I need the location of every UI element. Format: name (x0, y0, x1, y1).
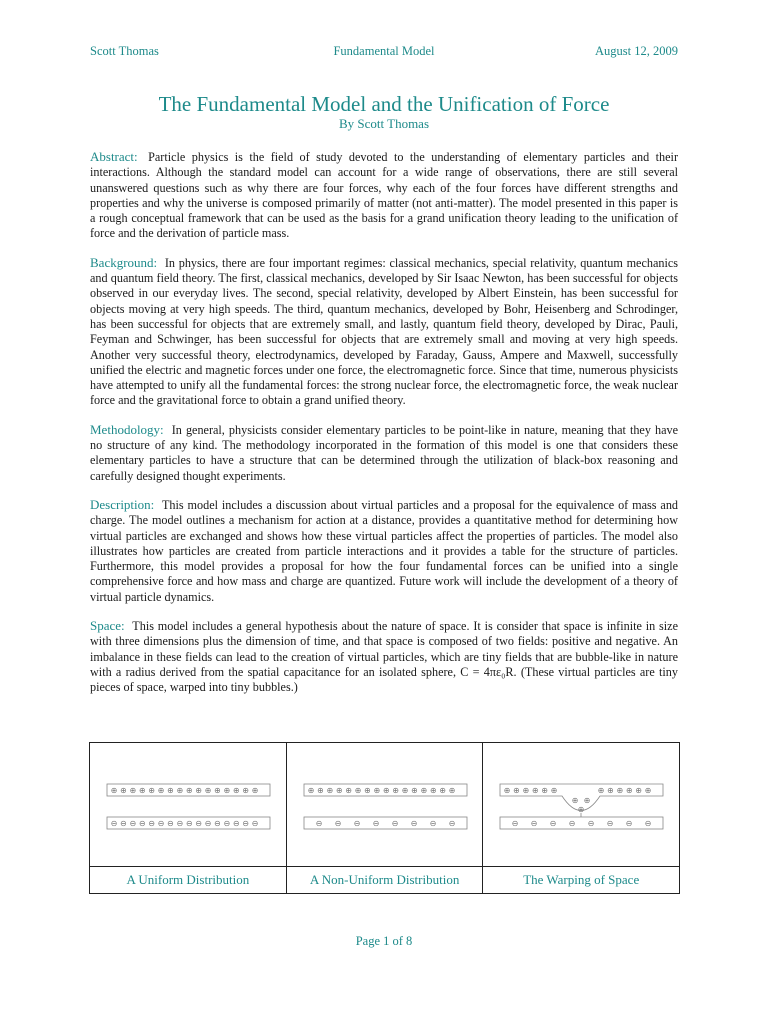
positive-charge: ⊕ (578, 805, 585, 814)
positive-charge: ⊕ (504, 786, 511, 795)
positive-charge: ⊕ (532, 786, 539, 795)
negative-field-bar (500, 817, 663, 829)
positive-charge: ⊕ (242, 786, 249, 795)
background-label: Background: (90, 254, 158, 270)
negative-charge: ⊖ (531, 819, 538, 828)
positive-charge: ⊕ (410, 786, 418, 795)
positive-charge: ⊕ (448, 786, 456, 795)
positive-charge: ⊕ (185, 786, 193, 795)
positive-charge: ⊕ (157, 786, 165, 795)
positive-charge: ⊕ (645, 786, 652, 795)
paper-byline: By Scott Thomas (338, 116, 430, 131)
negative-charge: ⊖ (353, 819, 361, 828)
positive-charge: ⊕ (607, 786, 615, 795)
figure-panel-non-uniform (286, 743, 483, 867)
negative-charge: ⊖ (588, 819, 595, 828)
caption-warping: The Warping of Space (483, 867, 680, 894)
positive-charge: ⊕ (401, 786, 409, 795)
positive-charge: ⊕ (354, 786, 362, 795)
positive-charge: ⊕ (420, 786, 427, 795)
description-text: This model includes a discussion about virtual particles and a proposal for the equivalence of mass and charge. The model outlines a mechanism for action at a distance, provides a quantitative method for determining how virtual particles are exchanged and shows how these virtual particles affect the properties of particles. The model also illustrates how particles are created from particle interactions and it provides a table for the structure of particles. Furthermore, this model provides a proposal for how the four fundamental forces can be unified into a single comprehensive force and how mass and charge are quantized. Future work will include the development of a theory of virtual particle dynamics. (90, 497, 679, 604)
negative-charge: ⊖ (410, 819, 418, 828)
paper-body (90, 149, 678, 709)
negative-charge: ⊖ (242, 819, 249, 828)
positive-charge: ⊕ (148, 786, 155, 795)
uniform-distribution-diagram (90, 743, 287, 866)
positive-charge: ⊕ (138, 786, 146, 795)
positive-charge: ⊕ (307, 786, 315, 795)
positive-charge: ⊕ (167, 786, 174, 795)
negative-charge: ⊖ (334, 819, 342, 828)
negative-charge: ⊖ (167, 819, 174, 828)
positive-charge: ⊕ (232, 786, 240, 795)
negative-charge: ⊖ (391, 819, 399, 828)
methodology-label: Methodology: (90, 421, 164, 437)
positive-charge: ⊕ (344, 786, 352, 795)
negative-charge: ⊖ (607, 819, 614, 828)
background-text: In physics, there are four important regimes: classical mechanics, special relativity, quantum mechanics and quantum field theory. The first, classical mechanics, developed by Sir Isaac Newton, has been successful for objects observed in our everyday lives. The second, special relativity, developed by Albert Einstein, has been successful for objects moving at very high speeds. The third, quantum mechanics, developed by Bohr, Heisenberg and Schrodinger, has been successful for objects that are extremely small, and lastly, quantum field theory, developed by Dirac, Pauli, Feyman and Schwinger, has been successful for objects that are extremely small and moving at very high speeds. Another very successful theory, electrodynamics, developed by Faraday, Gauss, Ampere and Maxwell, successfully unified the electric and magnetic forces under one force, the electromagnetic force. Since that time, numerous physicists have attempted to unify all the fundamental forces: the strong nuclear force, the electromagnetic force, the weak nuclear force and the gravitational force to obtain a grand unified theory. (90, 255, 679, 408)
negative-charge: ⊖ (204, 819, 212, 828)
positive-charge: ⊕ (429, 786, 437, 795)
figure-panel-warping (483, 743, 680, 867)
description-paragraph (90, 497, 678, 605)
positive-charge: ⊕ (176, 786, 184, 795)
figure-panel-uniform (90, 743, 287, 867)
caption-non-uniform: A Non-Uniform Distribution (286, 867, 483, 894)
description-label: Description: (90, 496, 155, 512)
negative-charge: ⊖ (214, 819, 221, 828)
space-paragraph (90, 618, 678, 695)
negative-charge: ⊖ (429, 819, 437, 828)
space-text: This model includes a general hypothesis about the nature of space. It is consider that space is infinite in size with three dimensions plus the dimension of time, and that space is composed of two fields: positive and negative. An imbalance in these fields can lead to the creation of virtual particles, which are tiny fields that are bubble-like in nature with a radius derived from the spatial capacitance for an isolated sphere, C = 4πε₀R. (These virtual particles are tiny pieces of space, warped into tiny bubbles.) (90, 619, 678, 695)
abstract-label: Abstract: (90, 149, 138, 164)
negative-charge: ⊖ (372, 819, 380, 828)
negative-charge: ⊖ (120, 819, 127, 828)
positive-charge: ⊕ (251, 786, 259, 795)
positive-charge: ⊕ (363, 786, 371, 795)
positive-charge: ⊕ (120, 786, 127, 795)
positive-charge: ⊕ (382, 786, 390, 795)
negative-charge: ⊖ (138, 819, 146, 828)
positive-charge: ⊕ (391, 786, 399, 795)
page-footer: Page 1 of 8 (355, 934, 413, 948)
negative-charge: ⊖ (195, 819, 202, 828)
positive-charge: ⊕ (572, 796, 579, 805)
negative-charge: ⊖ (176, 819, 184, 828)
negative-charge: ⊖ (110, 819, 118, 828)
methodology-text: In general, physicists consider elementary particles to be point-like in nature, meaning that they have no structure of any kind. The methodology incorporated in the formation of this model is one that considers these elementary particles to have a structure that can be determined through the utilization of black-box reasoning and carefully designed thought experiments. (90, 422, 679, 483)
positive-charge: ⊕ (541, 786, 549, 795)
negative-charge: ⊖ (185, 819, 193, 828)
negative-charge: ⊖ (232, 819, 240, 828)
warping-of-space-diagram (483, 743, 680, 866)
negative-charge: ⊖ (626, 819, 633, 828)
negative-charge: ⊖ (512, 819, 519, 828)
positive-charge: ⊕ (626, 786, 633, 795)
header-author: Scott Thomas (90, 44, 159, 58)
figure-table (89, 742, 680, 894)
negative-charge: ⊖ (148, 819, 155, 828)
positive-charge: ⊕ (110, 786, 118, 795)
positive-charge: ⊕ (129, 786, 137, 795)
positive-charge: ⊕ (584, 796, 591, 805)
positive-charge: ⊕ (551, 786, 558, 795)
positive-charge: ⊕ (635, 786, 643, 795)
positive-charge: ⊕ (316, 786, 324, 795)
positive-charge: ⊕ (513, 786, 521, 795)
abstract-paragraph (90, 149, 678, 242)
abstract-text: Particle physics is the field of study devoted to the understanding of elementary particles and their interactions. Although the standard model can account for a wide range of observations, there are still several unanswered questions such as why there are four forces, why each of the four forces have different strengths and properties and why the universe is composed primarily of matter (not anti-matter). The model presented in this paper is a rough conceptual framework that can be used as the basis for a grand unification theory leading to the unification of force and the derivation of particle mass. (90, 150, 679, 241)
negative-field-bar (304, 817, 467, 829)
negative-charge: ⊖ (223, 819, 231, 828)
negative-charge: ⊖ (448, 819, 456, 828)
positive-charge: ⊕ (438, 786, 446, 795)
positive-charge: ⊕ (204, 786, 212, 795)
non-uniform-distribution-diagram (287, 743, 484, 866)
positive-charge: ⊕ (598, 786, 605, 795)
negative-charge: ⊖ (550, 819, 557, 828)
positive-charge: ⊕ (214, 786, 221, 795)
header-running-title: Fundamental Model (333, 44, 435, 58)
positive-charge: ⊕ (335, 786, 343, 795)
positive-charge: ⊕ (616, 786, 624, 795)
positive-charge: ⊕ (522, 786, 530, 795)
negative-charge: ⊖ (129, 819, 137, 828)
negative-charge: ⊖ (315, 819, 323, 828)
negative-charge: ⊖ (569, 819, 576, 828)
header-date: August 12, 2009 (595, 44, 678, 58)
positive-charge: ⊕ (223, 786, 231, 795)
space-label: Space: (90, 618, 125, 634)
negative-charge: ⊖ (645, 819, 652, 828)
positive-charge: ⊕ (326, 786, 333, 795)
positive-charge: ⊕ (373, 786, 380, 795)
methodology-paragraph (90, 422, 678, 484)
caption-uniform: A Uniform Distribution (90, 867, 287, 894)
positive-charge: ⊕ (195, 786, 202, 795)
background-paragraph (90, 255, 678, 409)
negative-charge: ⊖ (157, 819, 165, 828)
paper-title: The Fundamental Model and the Unification of Force (158, 92, 610, 116)
negative-charge: ⊖ (251, 819, 259, 828)
